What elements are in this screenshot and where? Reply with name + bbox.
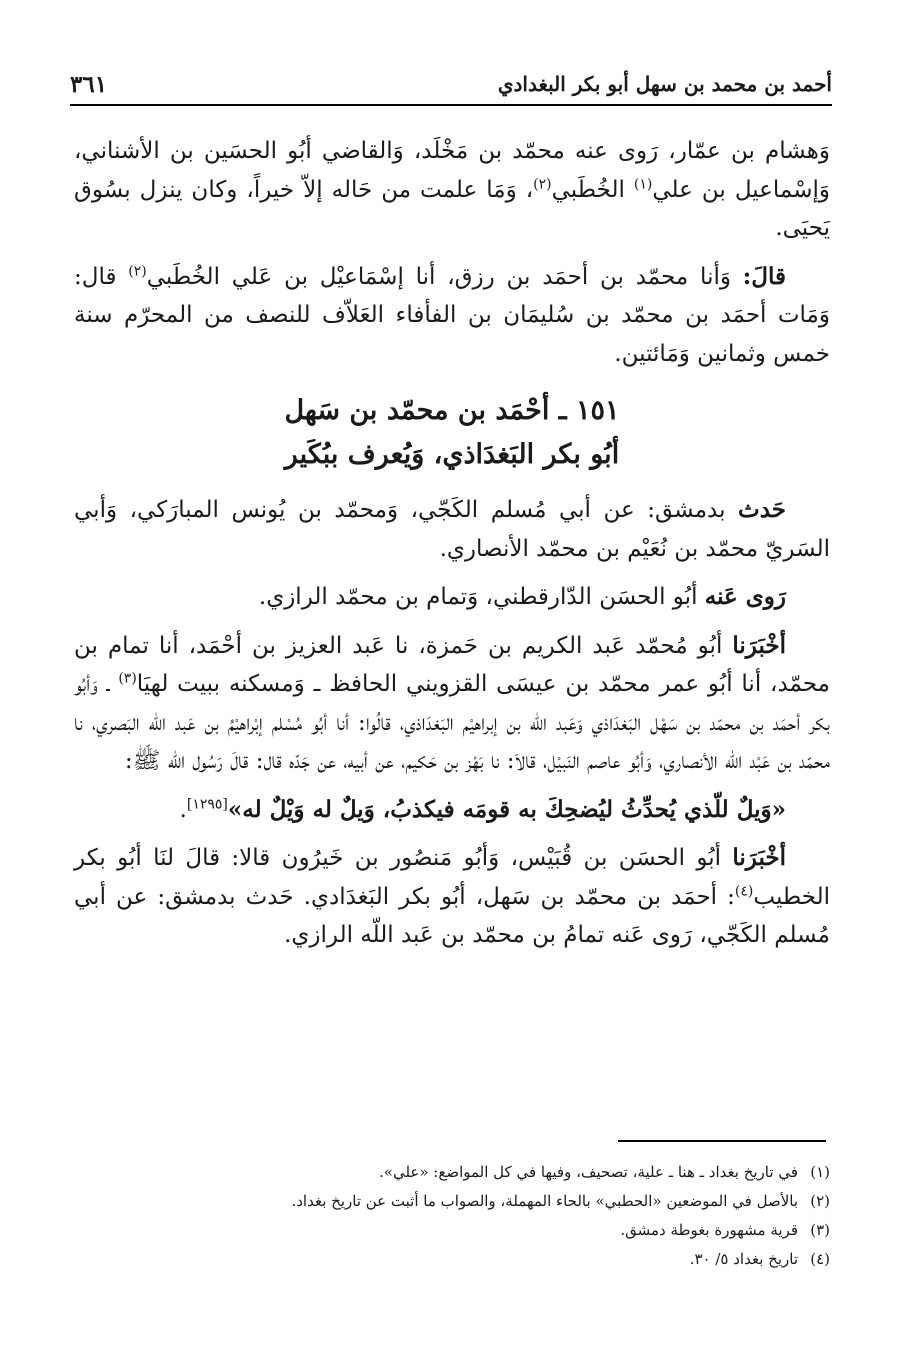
page-number: ٣٦١ [70,70,108,98]
lead-word: قالَ: [742,262,786,290]
text-run: . [179,796,187,823]
paragraph-2 [74,258,830,374]
text-run: أبُو الحسَن الدّارقطني، وَتمام بن محمّد الرازي. [258,584,705,610]
hadith-number: [١٢٩٥] [186,795,228,812]
lead-word: أخْبَرَنا [732,631,786,659]
main-text [74,132,830,965]
text-run: أبُو مُحمّد عَبد الكريم بن حَمزة، نا عَبد العزيز بن أحْمَد، أنا تمام بن محمّد، أنا أبُو عمر محمّد بن عيسَى القزويني الحافظ ـ وَمسكنه ببيت لهيَا [74,632,830,697]
text-run: ، وَمَا علمت من حَاله إلاّ خيراً، وكان ينزل بسُوق يَحيَى. [74,176,830,241]
footnote-ref[interactable]: (٤) [734,882,754,899]
footnote-item [170,1187,830,1216]
footnote-text: في تاريخ بغداد ـ هنا ـ علية، تصحيف، وفيها في كل المواضع: «علي». [379,1163,798,1181]
paragraph-4 [74,578,830,617]
paragraph-1 [74,132,830,248]
footnote-item [170,1216,830,1245]
footnote-separator [618,1140,826,1142]
footnote-ref[interactable]: (٢) [128,262,147,279]
paragraph-5 [74,627,830,781]
text-run: ـ وَأبُو بكر أحمَد بن محمّد بن سَهْل البَغدَاذي وَعَبد اللّه بن إبراهيْم البَغدَاذي، قالُوا: أنا أبُو مُسْلم إبْراهيْمُ بن عَبد اللّه البَصري، نا محمّد بن عَبْد اللّه الأنصاري، وَأبُو عاصم النَبيْل، قالاَ: نا بَهْز بن حَكيم، عن أبيه، عن جَدّه قال: قالَ رَسُول الله ﷺ: [74,671,830,774]
footnote-number: (٤) [810,1250,830,1268]
text-run: أبُو الحسَن بن قُبَيْس، وَأبُو مَنصُور بن خَيرُون قالا: قالَ لنَا أبُو بكر الخطيب [74,845,830,910]
lead-word: رَوى عَنه [704,583,786,610]
paragraph-3 [74,491,830,568]
footnote-text: قرية مشهورة بغوطة دمشق. [620,1221,798,1239]
text-run: : أحمَد بن محمّد بن سَهل، أبُو بكر البَغدَادي. حَدث بدمشق: عن أبي مُسلم الكَجّي، رَوى عَنه تمامُ بن محمّد بن عَبد اللّه الرازي. [74,883,830,948]
running-title: أحمد بن محمد بن سهل أبو بكر البغدادي [497,72,832,96]
footnote-ref[interactable]: (٢) [533,175,552,192]
footnote-text: تاريخ بغداد ٥/ ٣٠. [689,1250,798,1268]
footnote-number: (٢) [810,1192,830,1210]
entry-heading [74,389,830,477]
footnote-ref[interactable]: (١) [633,175,653,192]
footnote-ref[interactable]: (٣) [118,670,137,687]
entry-heading-line-1: ١٥١ ـ أحْمَد بن محمّد بن سَهل [284,395,620,426]
hadith-text: «وَيلٌ للّذي يُحدِّثُ ليُضحِكَ به قومَه فيكذبُ، وَيلٌ له وَيْلٌ له» [227,795,786,823]
text-run: وَأنا محمّد بن أحمَد بن رزق، أنا إسْمَاعيْل بن عَلي الخُطَبي [146,263,743,290]
lead-word: أخْبَرَنا [732,844,786,871]
footnote-item [170,1245,830,1274]
running-header [70,64,832,106]
hadith-paragraph [74,791,830,830]
footnotes [170,1158,830,1274]
lead-word: حَدث [738,496,786,523]
text-run: قال: وَمَات أحمَد بن محمّد بن سُليمَان بن الفأفاء العَلاّف للنصف من المحرّم سنة خمس وثمانين وَمَائتين. [74,263,830,367]
footnote-number: (١) [810,1163,830,1181]
footnote-number: (٣) [810,1221,830,1239]
footnote-text: بالأصل في الموضعين «الحطبي» بالحاء المهملة، والصواب ما أثبت عن تاريخ بغداد. [291,1192,798,1210]
entry-heading-line-2: أبُو بكر البَغدَاذي، وَيُعرف ببُكَير [284,439,620,470]
footnote-item [170,1158,830,1187]
text-run: بدمشق: عن أبي مُسلم الكَجّي، وَمحمّد بن يُونس المبارَكي، وَأبي السَريّ محمّد بن نُعَيْم بن محمّد الأنصاري. [74,497,830,562]
paragraph-6 [74,839,830,955]
text-run: الخُطَبي [551,176,634,203]
text-run: وَهشام بن عمّار، رَوى عنه محمّد بن مَخْلَد، وَالقاضي أبُو الحسَين بن الأشناني، وَإسْماعيل بن علي [74,138,830,203]
